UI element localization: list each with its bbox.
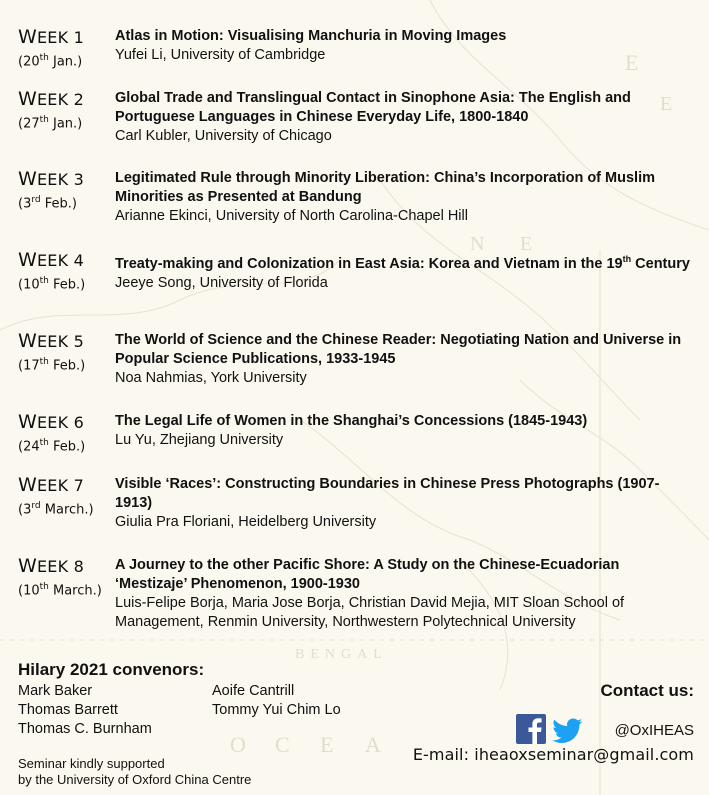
week-label: WEEK 2 — [18, 88, 84, 110]
week-label: WEEK 7 — [18, 474, 84, 496]
talk-speaker: Noa Nahmias, York University — [115, 370, 307, 386]
week-date: (17th Feb.) — [18, 357, 86, 374]
week-label: WEEK 3 — [18, 168, 84, 190]
talk-speaker: Jeeye Song, University of Florida — [115, 274, 328, 291]
convenor-name: Mark Baker — [18, 683, 93, 699]
convenor-name: Aoife Cantrill — [212, 683, 295, 699]
svg-text:E: E — [520, 233, 533, 255]
svg-text:C: C — [275, 732, 290, 757]
svg-text:BENGAL: BENGAL — [295, 647, 388, 662]
svg-text:E: E — [625, 50, 639, 75]
contact-heading: Contact us: — [600, 681, 694, 700]
talk-speaker: Yufei Li, University of Cambridge — [115, 47, 326, 63]
week-label: WEEK 6 — [18, 411, 84, 433]
support-note: Seminar kindly supported by the University of Oxford China Centre — [18, 756, 252, 787]
week-label: WEEK 4 — [18, 249, 84, 271]
talk-title: Atlas in Motion: Visualising Manchuria in Moving Images — [115, 28, 507, 44]
talk-title: Global Trade and Translingual Contact in Sinophone Asia: The English and Portuguese Languages in Chinese Everyday Life, 1800-1840 — [115, 90, 631, 125]
talk-speaker: Luis-Felipe Borja, Maria Jose Borja, Christian David Mejia, MIT Sloan School of Management, Renmin University, Northwestern Polytechnical University — [115, 595, 625, 630]
convenors-column-1 — [18, 682, 152, 739]
facebook-icon[interactable] — [516, 714, 546, 744]
talk-speaker: Arianne Ekinci, University of North Carolina-Chapel Hill — [115, 208, 468, 224]
talk-speaker: Lu Yu, Zhejiang University — [115, 432, 284, 448]
talk-title: Legitimated Rule through Minority Liberation: China’s Incorporation of Muslim Minorities as Presented at Bandung — [115, 170, 655, 205]
week-date: (10th Feb.) — [18, 276, 86, 293]
talk-speaker: Carl Kubler, University of Chicago — [115, 128, 332, 144]
social-handle[interactable]: @OxIHEAS — [614, 722, 694, 739]
convenor-name: Thomas C. Burnham — [18, 721, 152, 737]
svg-text:E: E — [320, 732, 334, 757]
week-date: (3rd Feb.) — [18, 195, 77, 212]
week-date: (24th Feb.) — [18, 438, 86, 455]
contact-email[interactable]: E-mail: iheaoxseminar@gmail.com — [412, 745, 694, 764]
talk-title: Visible ‘Races’: Constructing Boundaries in Chinese Press Photographs (1907-1913) — [115, 476, 660, 511]
week-date: (10th March.) — [18, 582, 102, 599]
week-date: (20th Jan.) — [18, 53, 83, 70]
twitter-icon[interactable] — [552, 718, 582, 743]
week-label: WEEK 1 — [18, 26, 84, 48]
talk-title: The World of Science and the Chinese Reader: Negotiating Nation and Universe in Popular Science Publications, 1933-1945 — [115, 332, 682, 367]
week-label: WEEK 5 — [18, 330, 84, 352]
svg-text:N: N — [470, 233, 485, 255]
social-icons — [516, 714, 586, 742]
week-date: (27th Jan.) — [18, 115, 83, 132]
convenor-name: Tommy Yui Chim Lo — [212, 702, 341, 718]
talk-speaker: Giulia Pra Floriani, Heidelberg University — [115, 514, 377, 530]
convenors-column-2 — [212, 682, 341, 720]
svg-text:A: A — [365, 732, 381, 757]
week-label: WEEK 8 — [18, 555, 84, 577]
talk-title: Treaty-making and Colonization in East Asia: Korea and Vietnam in the 19th Century — [115, 254, 690, 272]
talk-title: The Legal Life of Women in the Shanghai’s Concessions (1845-1943) — [115, 413, 588, 429]
svg-text:O: O — [230, 732, 246, 757]
week-date: (3rd March.) — [18, 501, 94, 518]
talk-title: A Journey to the other Pacific Shore: A Study on the Chinese-Ecuadorian ‘Mestizaje’ Phenomenon, 1900-1930 — [115, 557, 620, 592]
svg-text:E: E — [660, 93, 673, 115]
convenor-name: Thomas Barrett — [18, 702, 118, 718]
convenors-heading: Hilary 2021 convenors: — [18, 660, 205, 679]
